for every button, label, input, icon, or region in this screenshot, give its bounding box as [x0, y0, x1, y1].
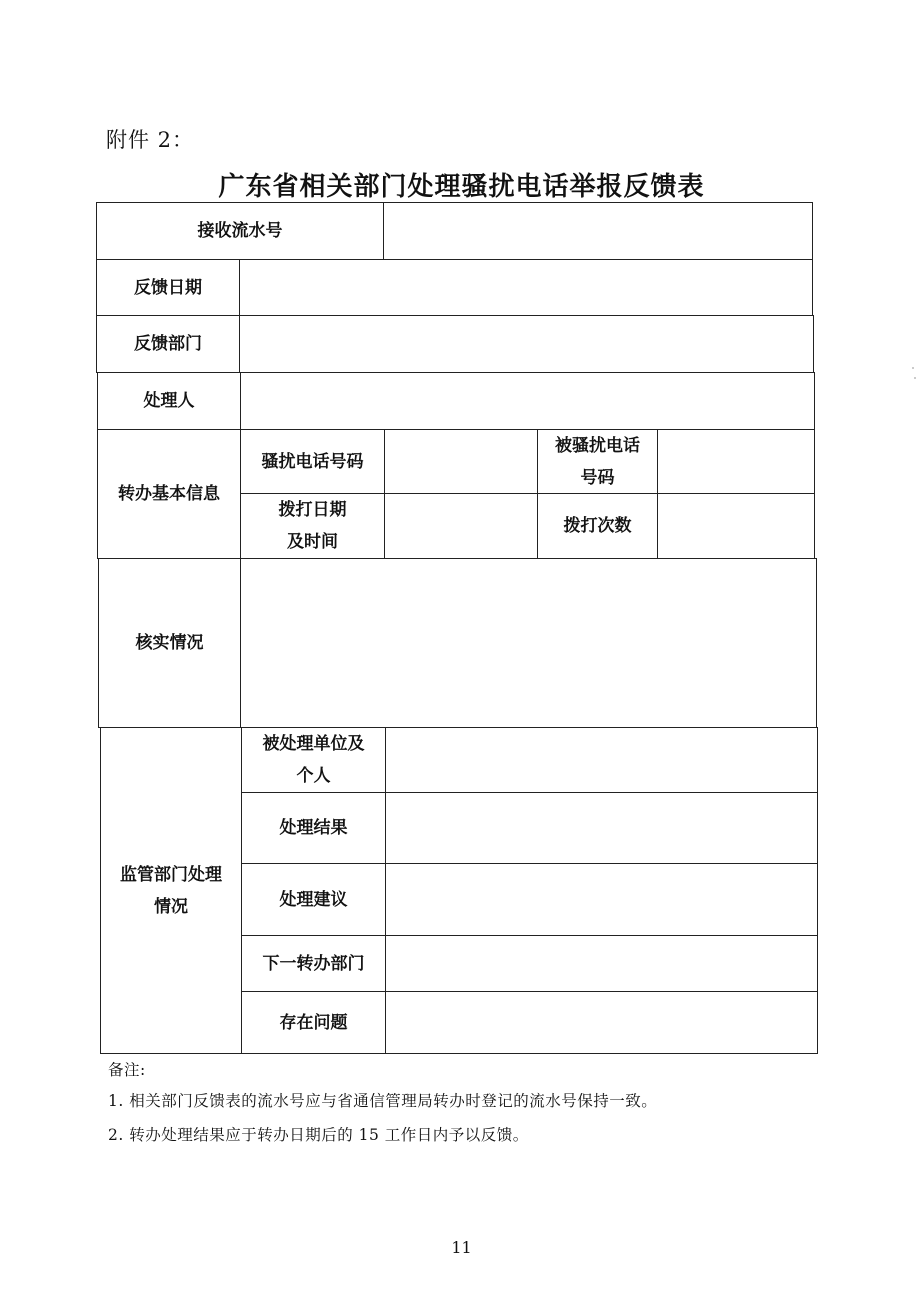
- handled-party-field[interactable]: [385, 727, 818, 793]
- serial-number-field[interactable]: [383, 202, 813, 260]
- harassed-number-label: 被骚扰电话 号码: [537, 429, 658, 494]
- harassed-number-field[interactable]: [657, 429, 815, 494]
- next-dept-field[interactable]: [385, 935, 818, 992]
- call-datetime-field[interactable]: [384, 493, 538, 559]
- serial-number-label: 接收流水号: [96, 202, 384, 260]
- suggestion-field[interactable]: [385, 863, 818, 936]
- issues-label: 存在问题: [241, 991, 386, 1054]
- result-field[interactable]: [385, 792, 818, 864]
- handler-label: 处理人: [97, 372, 241, 430]
- call-count-label: 拨打次数: [537, 493, 658, 559]
- form-title: 广东省相关部门处理骚扰电话举报反馈表: [218, 172, 705, 202]
- feedback-date-field[interactable]: [239, 259, 813, 316]
- page-number: 11: [451, 1238, 472, 1257]
- next-dept-label: 下一转办部门: [241, 935, 386, 992]
- verification-label: 核实情况: [98, 558, 241, 728]
- issues-field[interactable]: [385, 991, 818, 1054]
- feedback-date-label: 反馈日期: [96, 259, 240, 316]
- scan-speck: [912, 367, 914, 369]
- call-datetime-label: 拨打日期 及时间: [240, 493, 385, 559]
- feedback-dept-label: 反馈部门: [96, 315, 240, 373]
- handler-field[interactable]: [240, 372, 815, 430]
- note-item-1: 1. 相关部门反馈表的流水号应与省通信管理局转办时登记的流水号保持一致。: [108, 1092, 658, 1110]
- harassing-number-label: 骚扰电话号码: [240, 429, 385, 494]
- feedback-dept-field[interactable]: [239, 315, 814, 373]
- basic-info-label: 转办基本信息: [97, 429, 241, 559]
- result-label: 处理结果: [241, 792, 386, 864]
- scan-speck: [914, 377, 916, 379]
- attachment-label: 附件 2：: [106, 128, 195, 152]
- verification-field[interactable]: [240, 558, 817, 728]
- notes-heading: 备注:: [108, 1061, 146, 1079]
- note-item-2: 2. 转办处理结果应于转办日期后的 15 工作日内予以反馈。: [108, 1126, 529, 1144]
- suggestion-label: 处理建议: [241, 863, 386, 936]
- supervision-label: 监管部门处理 情况: [100, 727, 242, 1054]
- call-count-field[interactable]: [657, 493, 815, 559]
- handled-party-label: 被处理单位及 个人: [241, 727, 386, 793]
- harassing-number-field[interactable]: [384, 429, 538, 494]
